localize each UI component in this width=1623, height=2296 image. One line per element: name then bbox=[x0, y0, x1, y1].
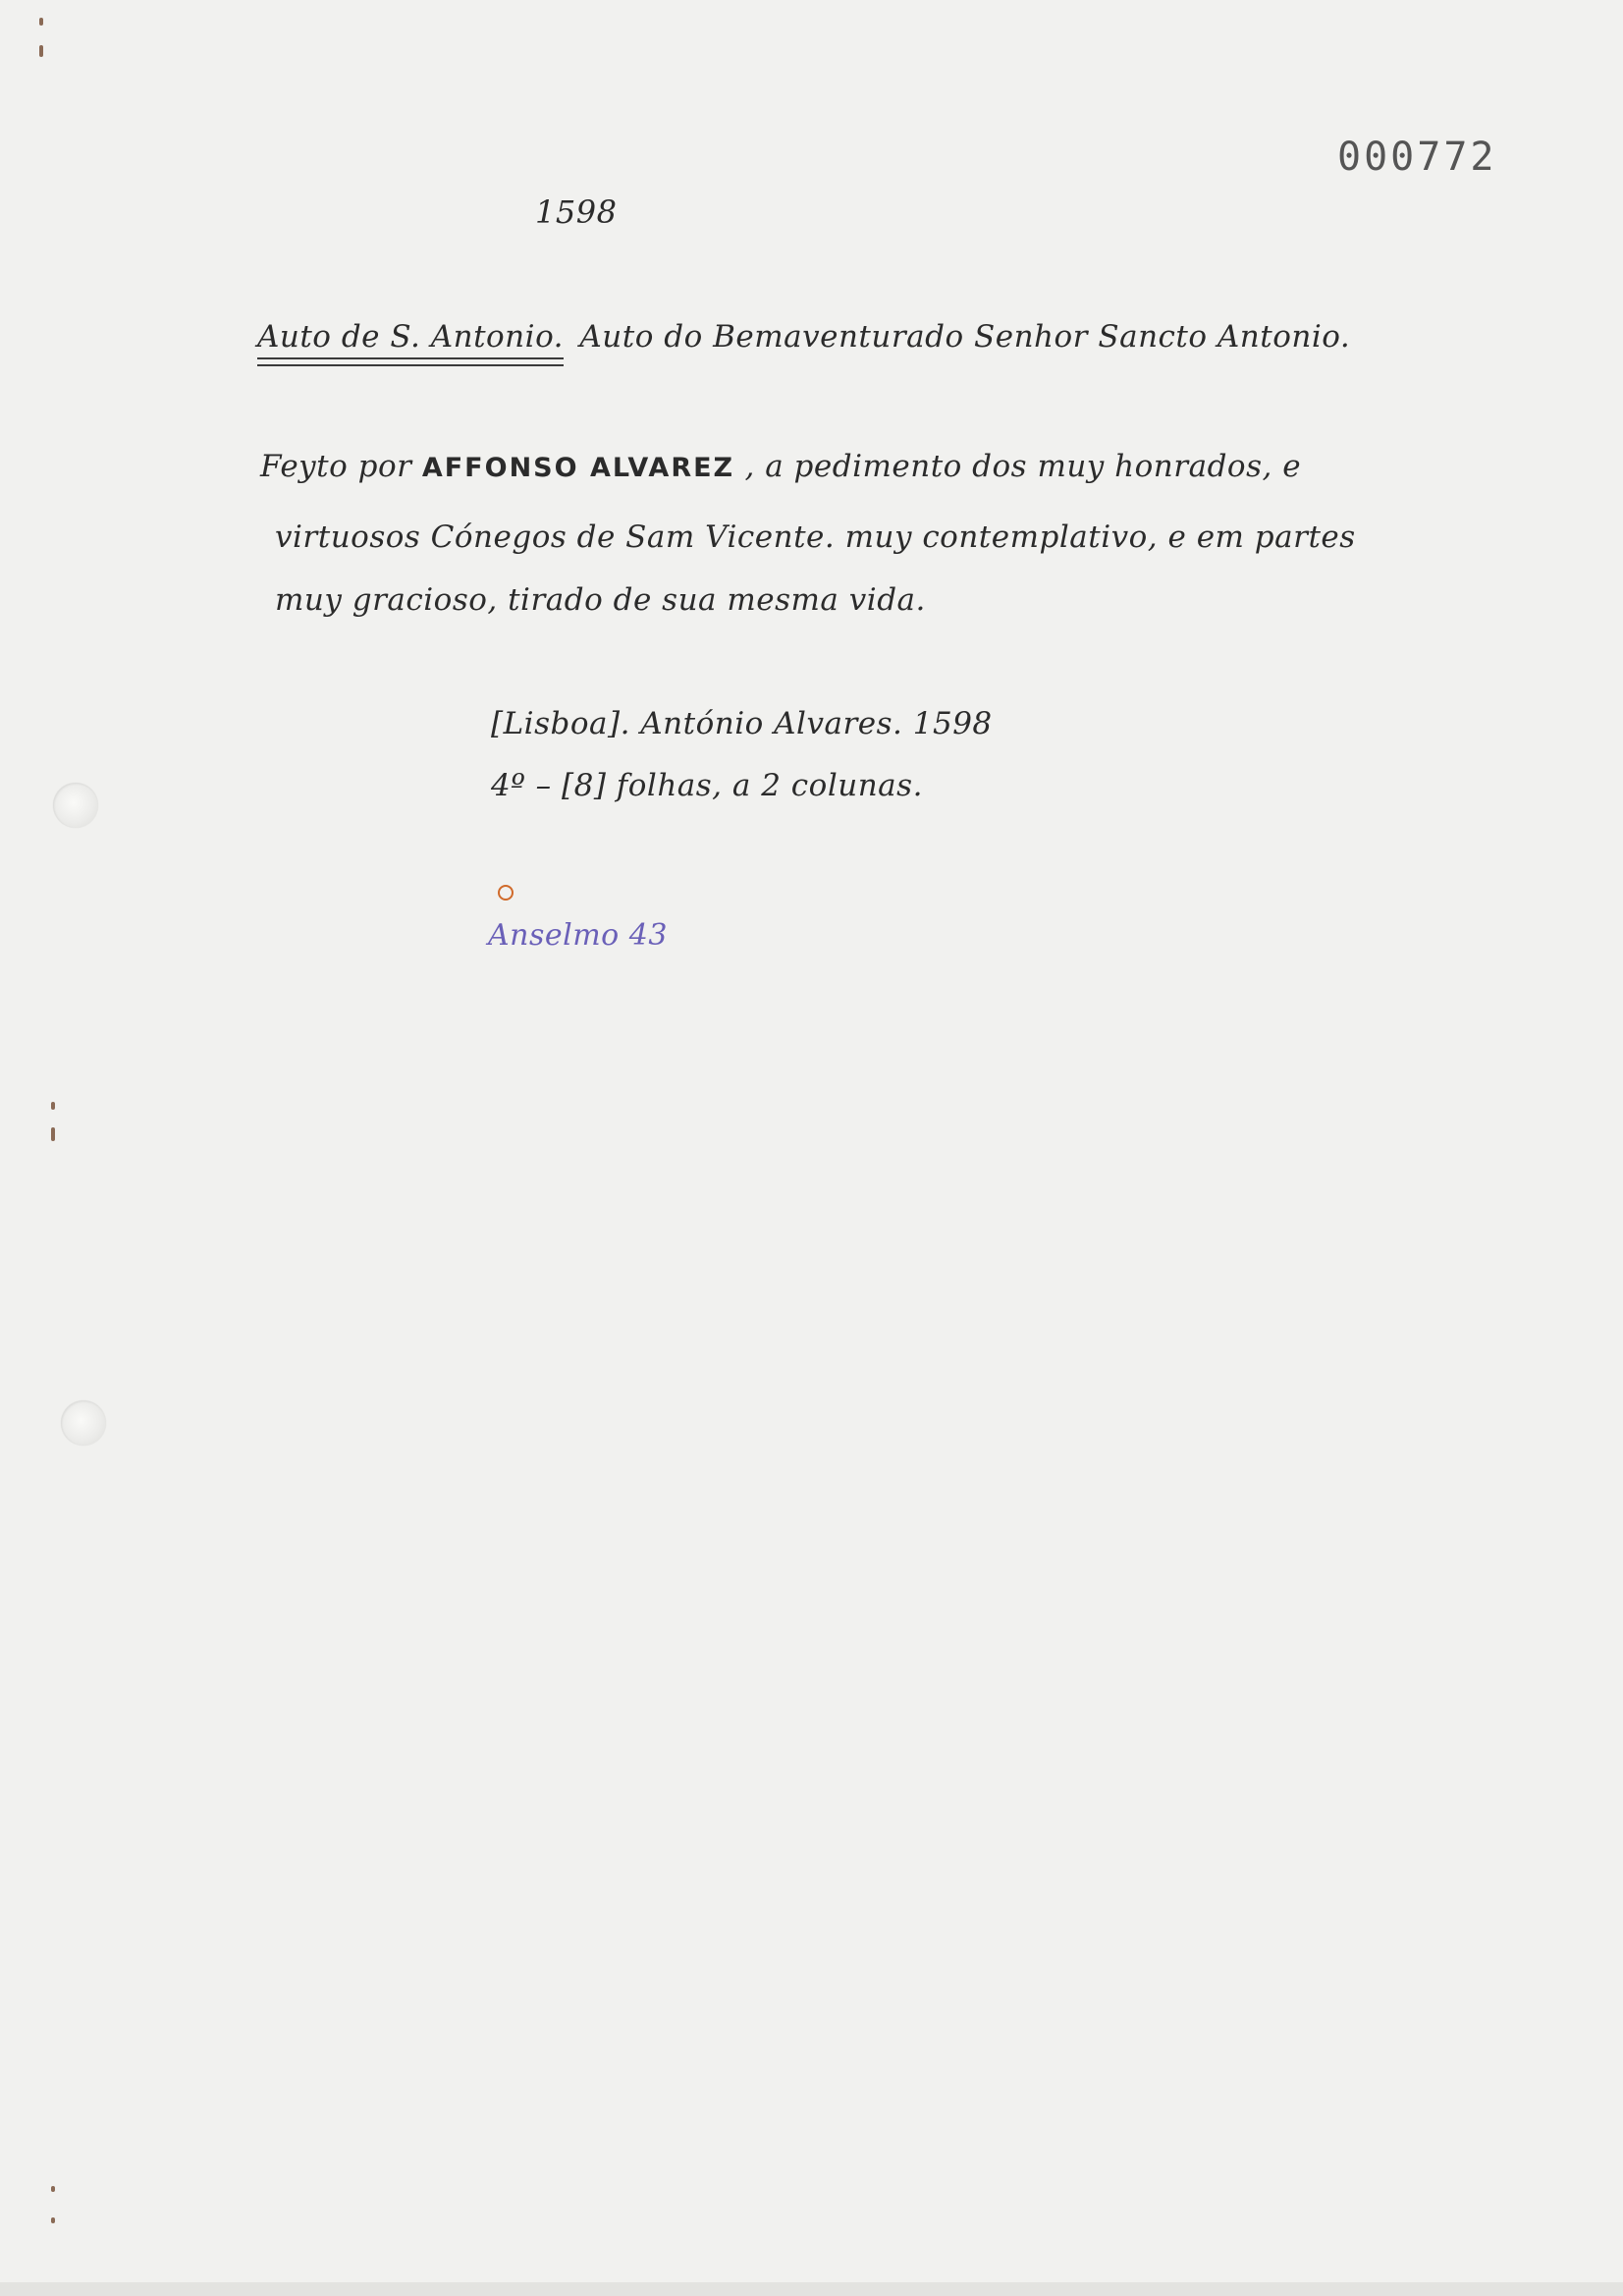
edge-mark bbox=[51, 1127, 55, 1141]
punch-hole bbox=[61, 1400, 106, 1446]
author-name: AFFONSO ALVAREZ bbox=[421, 453, 735, 483]
short-title: Auto de S. Antonio. bbox=[257, 319, 565, 355]
year-heading: 1598 bbox=[535, 193, 618, 231]
circle-mark-icon bbox=[498, 885, 514, 901]
title-line bbox=[257, 319, 1351, 355]
description-line-1 bbox=[260, 449, 1302, 484]
description-suffix: , a pedimento dos muy honrados, e bbox=[744, 449, 1302, 484]
edge-mark bbox=[51, 2186, 55, 2192]
catalog-number: 000772 bbox=[1337, 135, 1497, 180]
edge-mark bbox=[51, 2217, 55, 2223]
description-line-2: virtuosos Cónegos de Sam Vicente. muy contemplativo, e em partes bbox=[275, 519, 1356, 555]
edge-mark bbox=[39, 18, 43, 26]
edge-mark bbox=[51, 1102, 55, 1110]
description-line-3: muy gracioso, tirado de sua mesma vida. bbox=[275, 582, 926, 618]
edge-mark bbox=[39, 45, 43, 57]
imprint-physical: 4º – [8] folhas, a 2 colunas. bbox=[491, 768, 923, 803]
description-prefix: Feyto por bbox=[260, 449, 412, 484]
bibliographic-reference: Anselmo 43 bbox=[488, 918, 668, 953]
punch-hole bbox=[53, 783, 98, 828]
imprint-publication: [Lisboa]. António Alvares. 1598 bbox=[491, 706, 993, 741]
full-title: Auto do Bemaventurado Senhor Sancto Antonio. bbox=[579, 319, 1351, 355]
